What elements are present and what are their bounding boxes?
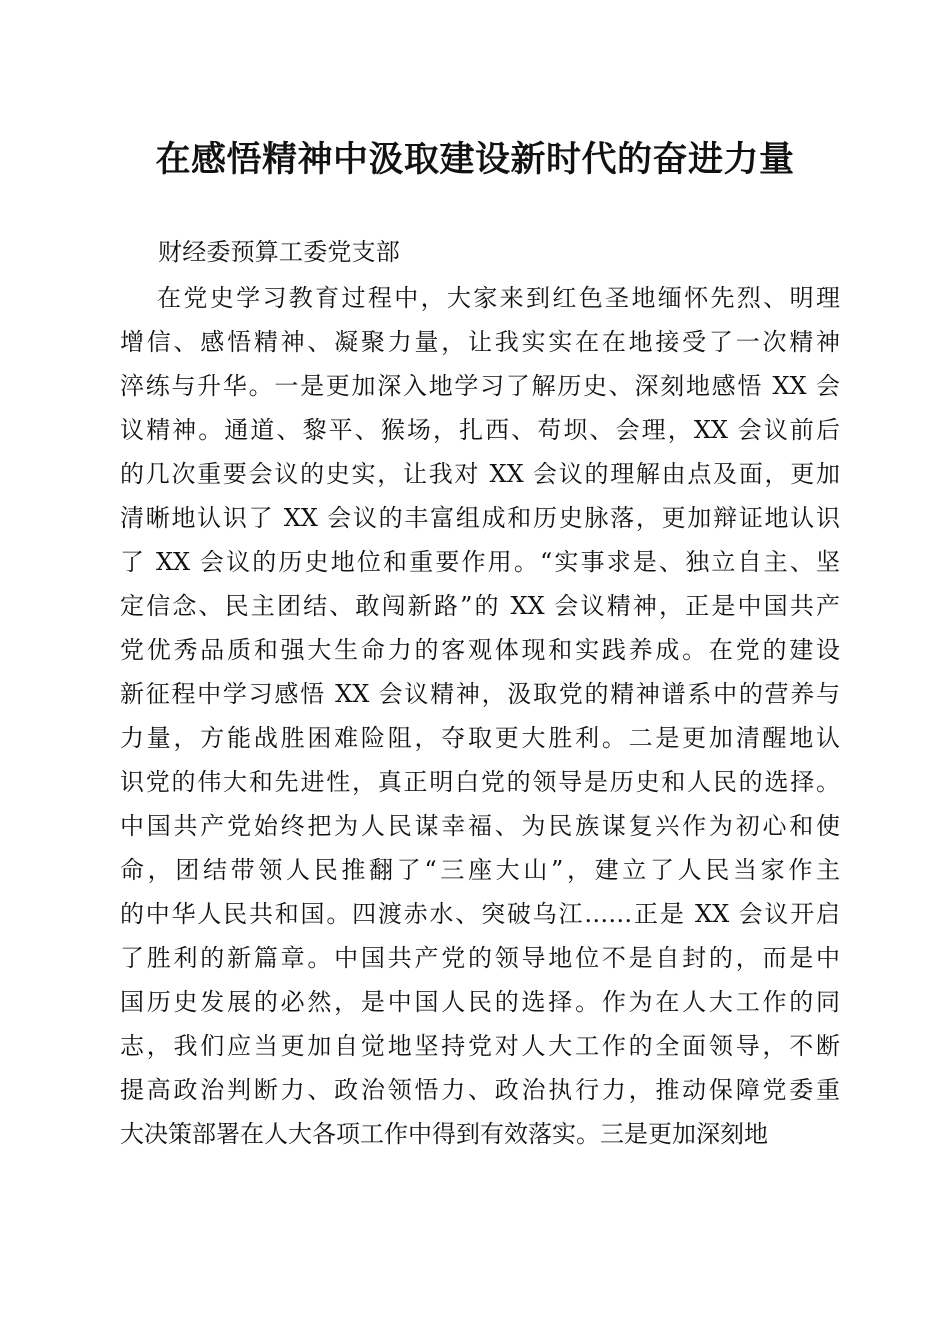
body-paragraph	[120, 276, 840, 1156]
document-title: 在感悟精神中汲取建设新时代的奋进力量	[155, 139, 795, 180]
paragraph-line: 清晰地认识了 XX 会议的丰富组成和历史脉落，更加辩证地认识	[120, 504, 840, 532]
paragraph-line: 志，我们应当更加自觉地坚持党对人大工作的全面领导，不断	[120, 1032, 840, 1060]
paragraph-line: 在党史学习教育过程中，大家来到红色圣地缅怀先烈、明理	[157, 284, 840, 312]
paragraph-line: 党优秀品质和强大生命力的客观体现和实践养成。在党的建设	[120, 636, 840, 664]
paragraph-line: 大决策部署在人大各项工作中得到有效落实。三是更加深刻地	[120, 1120, 768, 1148]
paragraph-line: 定信念、民主团结、敢闯新路”的 XX 会议精神，正是中国共产	[120, 592, 840, 620]
paragraph-line: 议精神。通道、黎平、猴场，扎西、苟坝、会理，XX 会议前后	[120, 416, 840, 444]
paragraph-line: 提高政治判断力、政治领悟力、政治执行力，推动保障党委重	[120, 1076, 840, 1104]
paragraph-line: 命，团结带领人民推翻了“三座大山”，建立了人民当家作主	[120, 856, 840, 884]
paragraph-line: 了胜利的新篇章。中国共产党的领导地位不是自封的，而是中	[120, 944, 840, 972]
paragraph-line: 淬练与升华。一是更加深入地学习了解历史、深刻地感悟 XX 会	[120, 372, 840, 400]
paragraph-line: 的中华人民共和国。四渡赤水、突破乌江……正是 XX 会议开启	[120, 900, 840, 928]
paragraph-line: 国历史发展的必然，是中国人民的选择。作为在人大工作的同	[120, 988, 840, 1016]
paragraph-line: 中国共产党始终把为人民谋幸福、为民族谋复兴作为初心和使	[120, 812, 840, 840]
paragraph-line: 力量，方能战胜困难险阻，夺取更大胜利。二是更加清醒地认	[120, 724, 840, 752]
author-line: 财经委预算工委党支部	[158, 238, 400, 266]
paragraph-line: 的几次重要会议的史实，让我对 XX 会议的理解由点及面，更加	[120, 460, 840, 488]
paragraph-line: 增信、感悟精神、凝聚力量，让我实实在在地接受了一次精神	[120, 328, 840, 356]
paragraph-line: 新征程中学习感悟 XX 会议精神，汲取党的精神谱系中的营养与	[120, 680, 840, 708]
paragraph-line: 识党的伟大和先进性，真正明白党的领导是历史和人民的选择。	[120, 768, 840, 796]
paragraph-line: 了 XX 会议的历史地位和重要作用。“实事求是、独立自主、坚	[120, 548, 840, 576]
